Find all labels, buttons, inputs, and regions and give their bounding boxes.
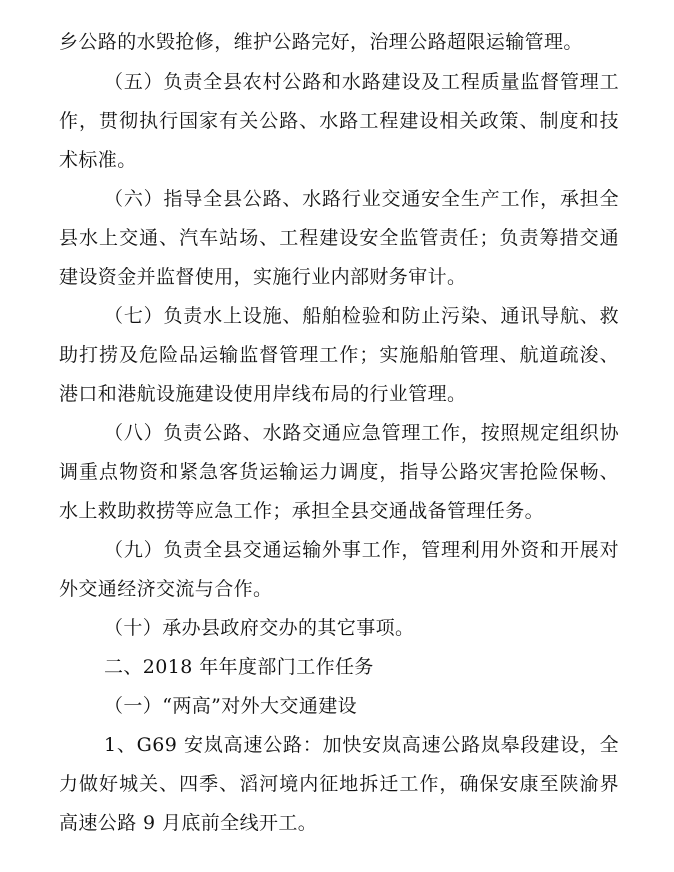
text-line-14: （九）负责全县交通运输外事工作，管理利用外资和开展对 bbox=[104, 539, 619, 561]
text-line-11: （八）负责公路、水路交通应急管理工作，按照规定组织协 bbox=[104, 422, 619, 444]
text-line-12: 调重点物资和紧急客货运输运力调度，指导公路灾害抢险保畅、 bbox=[59, 461, 619, 483]
text-line-20: 力做好城关、四季、滔河境内征地拆迁工作，确保安康至陕渝界 bbox=[59, 773, 619, 795]
text-line-1: 乡公路的水毁抢修，维护公路完好，治理公路超限运输管理。 bbox=[59, 31, 583, 53]
text-line-4: 术标准。 bbox=[59, 149, 137, 171]
text-line-9: 助打捞及危险品运输监督管理工作；实施船舶管理、航道疏浚、 bbox=[59, 344, 619, 366]
section-heading: 二、2018 年年度部门工作任务 bbox=[104, 656, 374, 678]
text-line-8: （七）负责水上设施、船舶检验和防止污染、通讯导航、救 bbox=[104, 305, 619, 327]
text-line-5: （六）指导全县公路、水路行业交通安全生产工作，承担全 bbox=[104, 188, 619, 210]
text-line-21: 高速公路 9 月底前全线开工。 bbox=[59, 812, 318, 834]
text-line-3: 作，贯彻执行国家有关公路、水路工程建设相关政策、制度和技 bbox=[59, 110, 619, 132]
text-line-10: 港口和港航设施建设使用岸线布局的行业管理。 bbox=[59, 383, 467, 405]
text-line-16: （十）承办县政府交办的其它事项。 bbox=[104, 617, 415, 639]
text-line-13: 水上救助救捞等应急工作；承担全县交通战备管理任务。 bbox=[59, 500, 545, 522]
text-line-2: （五）负责全县农村公路和水路建设及工程质量监督管理工 bbox=[104, 71, 619, 93]
subsection-heading: （一）“两高”对外大交通建设 bbox=[104, 695, 358, 717]
text-line-7: 建设资金并监督使用，实施行业内部财务审计。 bbox=[59, 266, 467, 288]
text-line-6: 县水上交通、汽车站场、工程建设安全监管责任；负责筹措交通 bbox=[59, 227, 619, 249]
text-line-19: 1、G69 安岚高速公路：加快安岚高速公路岚皋段建设，全 bbox=[104, 734, 619, 756]
text-line-15: 外交通经济交流与合作。 bbox=[59, 578, 273, 600]
